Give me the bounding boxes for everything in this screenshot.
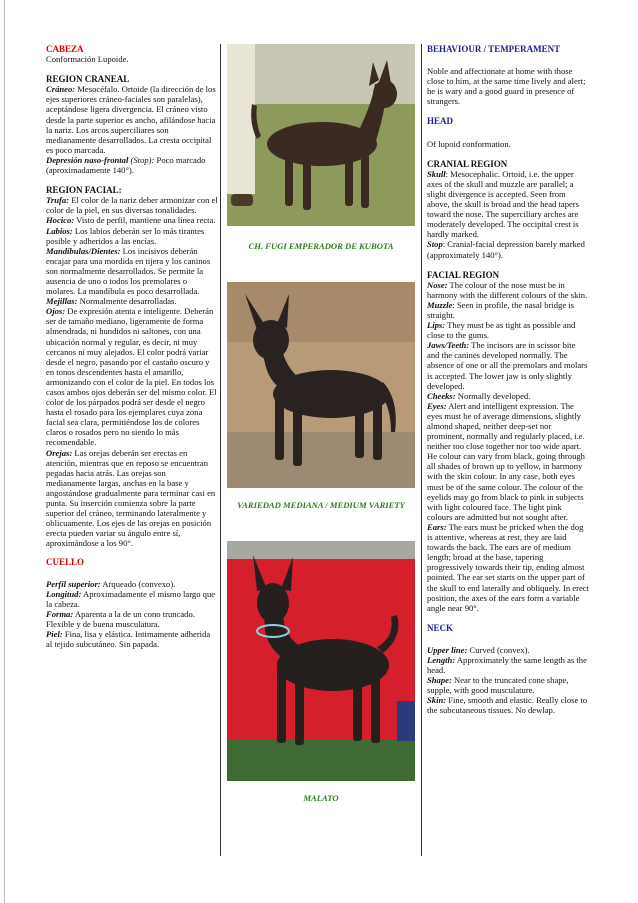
facial-item-en: Nose: The colour of the nose must be in harmony with the different colours of the skin. xyxy=(427,279,588,300)
dog-photo-medium-variety xyxy=(227,282,415,488)
facial-item-es: Mandíbulas/Dientes: Los incisivos deberán encajar para una mordida en tijera y los caninos son normalmente desarrollados. Se permite la ausencia de uno o todos los premolares o molares. La mandíbula es poco desarrollada. xyxy=(46,245,211,297)
facial-item-es: Hocico: Visto de perfil, mantiene una línea recta. xyxy=(46,215,216,226)
caption-photo-1: CH. FUGI EMPERADOR DE KUBOTA xyxy=(248,241,394,251)
facial-item-es: Ojos: De expresión atenta e inteligente. Deberán ser de tamaño mediano, ligeramente de forma almendrada, ni hundidos ni saltones, con una ubicación normal y regular, es decir, ni muy cercanos ni muy alejados. El color podrá variar desde el negro, pasando por el castaño oscuro y en tonos descendentes hasta el amarillo, armonizando con el color de la piel. En todos los casos ambos ojos deberán ser del mismo color. El color de los párpados podrá ser desde el negro hasta el rosado para los ejemplares cuya zona facial sea clara, permitiéndose los de colores claros o rosados pero no siendo lo más recomendable. xyxy=(46,306,217,448)
depresion-paragraph: Depresión naso-frontal (Stop): Poco marcado (aproximadamente 140°). xyxy=(46,154,206,176)
facial-item-en: Lips: They must be as tight as possible and close to the gums. xyxy=(427,320,576,341)
neck-heading: NECK xyxy=(427,622,454,633)
craneo-paragraph: Cráneo: Mesocéfalo. Ortoide (la dirección de los ejes superiores cráneo-faciales son paralelas), aceptándose ligera divergencia. El cráneo visto desde la parte superior es ancho, afilándose hacia la nariz. Los arcos superciliares son medianamente desarrollados. La cresta occipital es poco marcada. xyxy=(46,84,216,155)
facial-item-es: Mejillas: Normalmente desarrolladas. xyxy=(46,296,177,307)
facial-item-en: Muzzle: Seen in profile, the nasal bridge is straight. xyxy=(427,299,575,320)
dog-photo-kubota xyxy=(227,44,415,226)
facial-item-es: Labios: Los labios deberán ser lo más tirantes posible y adheridos a las encías. xyxy=(46,225,205,246)
facial-item-en: Cheeks: Normally developed. xyxy=(427,390,531,401)
cuello-item-es: Perfil superior: Arqueado (convexo). xyxy=(46,578,176,589)
cranial-region-heading: CRANIAL REGION xyxy=(427,158,508,169)
behaviour-heading: BEHAVIOUR / TEMPERAMENT xyxy=(427,44,561,54)
spanish-column xyxy=(46,44,218,649)
facial-items-es xyxy=(46,195,218,548)
neck-item-en: Upper line: Curved (convex). xyxy=(427,644,530,655)
head-text: Of lupoid conformation. xyxy=(427,138,511,149)
page-edge xyxy=(4,0,5,903)
english-column xyxy=(427,44,589,716)
cuello-item-es: Piel: Fina, lisa y elástica. Intimamente adherida al tejido subcutáneo. Sin papada. xyxy=(46,629,211,650)
neck-item-en: Skin: Fine, smooth and elastic. Really close to the subcutaneous tissues. No dewlap. xyxy=(427,695,588,716)
neck-item-en: Length: Approximately the same length as the head. xyxy=(427,654,587,676)
cuello-heading: CUELLO xyxy=(46,556,85,567)
cuello-items-es xyxy=(46,579,218,650)
caption-photo-3: MALATO xyxy=(303,793,339,803)
facial-items-en xyxy=(427,280,589,613)
facial-item-es: Trufa: El color de la nariz deber armonizar con el color de la piel, en sus diversas tonalidades. xyxy=(46,195,218,216)
facial-item-es: Orejas: Las orejas deberán ser erectas en atención, mientras que en reposo se encuentran pegadas hacia atrás. Las orejas son medianamente largas, anchas en la base y angostándose gradualmente para terminar casi en punta. Su inserción comienza sobre la parte superior del cráneo, terminando lateralmente y oblicuamente. Los ejes de las orejas en posición erecta pueden variar su ángulo entre sí, aproximándose a los 90°. xyxy=(46,447,216,549)
cuello-item-es: Longitud: Aproximadamente el mismo largo que la cabeza. xyxy=(46,588,216,609)
dog-photo-malato xyxy=(227,541,415,781)
facial-item-en: Jaws/Teeth: The incisors are in scissor bite and the canines developed normally. The absence of one or all the premolars and molars is accepted. The lower jaw is only slightly developed. xyxy=(427,340,588,391)
column-divider-left xyxy=(220,44,221,856)
head-heading: HEAD xyxy=(427,116,454,127)
facial-item-en: Ears: The ears must be pricked when the dog is attentive, whereas at rest, they are laid towards the back. The ears are of medium length; broad at the base, tapering progressively towards their tip, ending almost pointed. The ear set starts on the upper part of the skull to end laterally and obliquely. In erect position, the axes of the ears form a variable angle near 90°. xyxy=(427,521,589,613)
neck-items-en xyxy=(427,645,589,716)
column-divider-right xyxy=(421,44,422,856)
cabeza-text: Conformación Lupoide. xyxy=(46,54,129,65)
skull-paragraph: Skull: Mesocephalic. Ortoid, i.e. the upper axes of the skull and muzzle are parallel; a slight divergence is accepted. Seen from above, the skull is broad and the head tapers toward the nose. The superciliary arches are moderately developed. The occipital crest is hardly marked. xyxy=(427,168,580,240)
cuello-item-es: Forma: Aparenta a la de un cono truncado. Flexible y de buena musculatura. xyxy=(46,608,195,629)
facial-item-en: Eyes: Alert and intelligent expression. The eyes must be of average dimensions, slightly almond shaped, neither deep-set nor prominent, normally and regularly placed, i.e. neither too close together nor too wide apart. He colour can vary from black, going through all shades of brown up to yellow, in harmony with the skin colour. In any case, both eyes must be of the same colour. The colour of the eyelids may go from black to pink in subjects with light coloured face. The light pink colours are admitted but not sought after. xyxy=(427,400,585,522)
region-facial-heading: REGION FACIAL: xyxy=(46,185,122,196)
caption-photo-2: VARIEDAD MEDIANA / MEDIUM VARIETY xyxy=(237,500,405,510)
behaviour-text: Noble and affectionate at home with those close to him, at the same time lively and alert; he is wary and a good guard in presence of strangers. xyxy=(427,66,586,107)
stop-paragraph: Stop: Cranial-facial depression barely marked (approximately 140°). xyxy=(427,239,585,260)
facial-region-heading: FACIAL REGION xyxy=(427,269,500,280)
region-craneal-heading: REGION CRANEAL xyxy=(46,74,130,85)
cabeza-heading: CABEZA xyxy=(46,44,84,54)
neck-item-en: Shape: Near to the truncated cone shape, supple, with good musculature. xyxy=(427,675,569,696)
